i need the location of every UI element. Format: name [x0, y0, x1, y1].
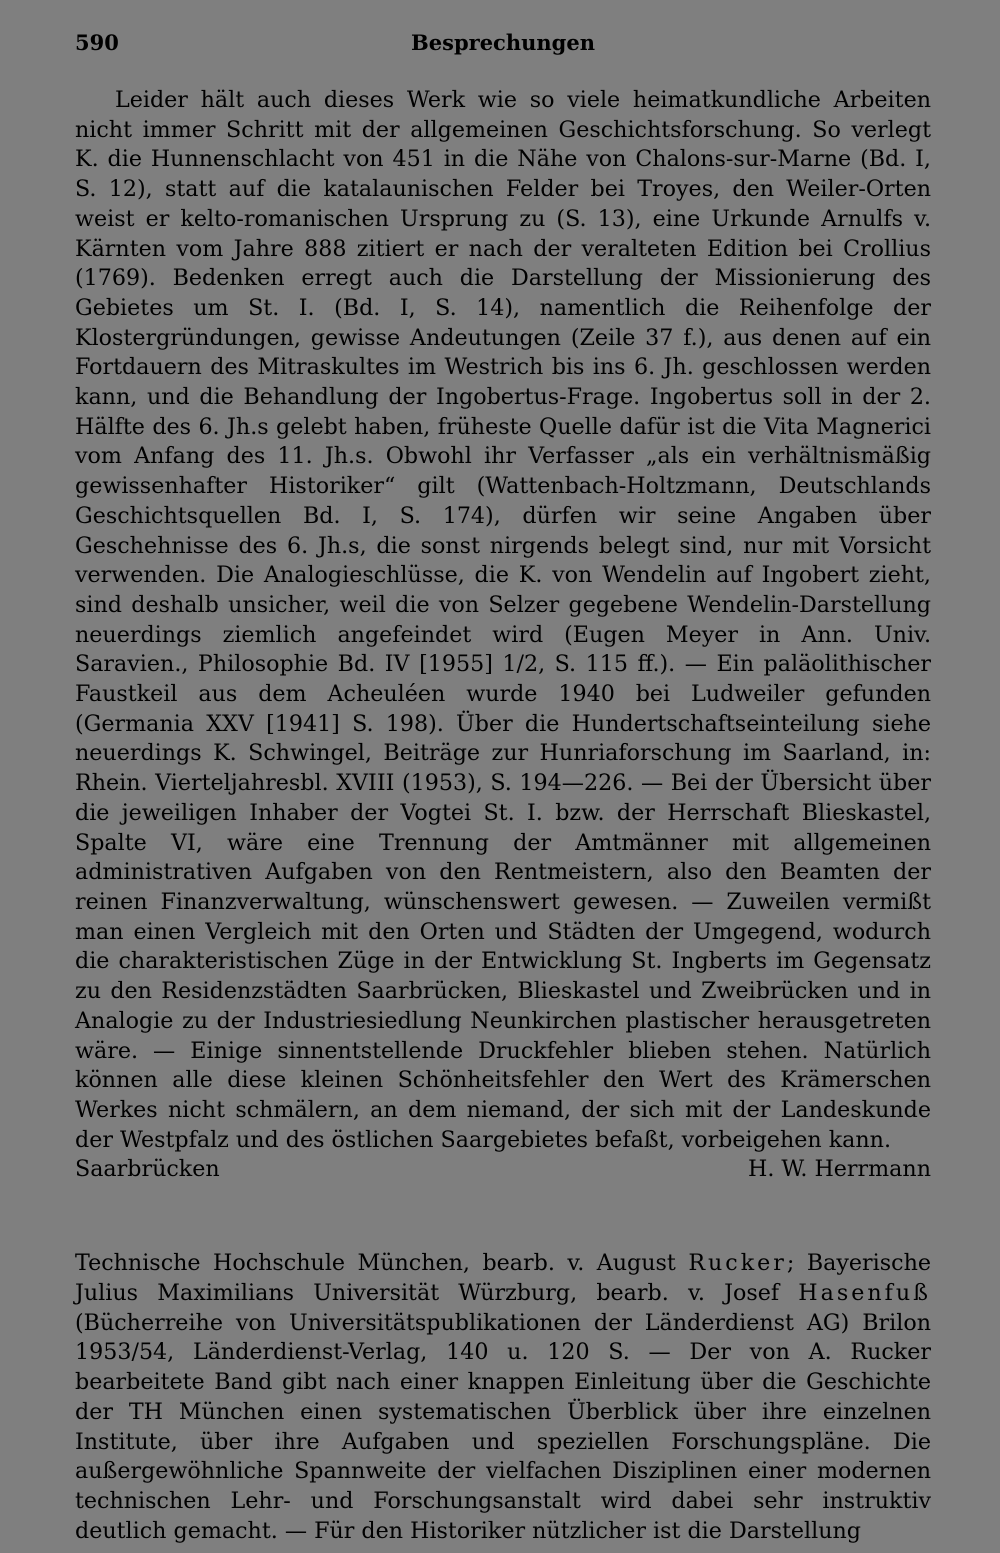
reviewer-name: H. W. Herrmann — [747, 1156, 931, 1183]
review-signature — [75, 1155, 931, 1185]
review-text-part: (Bücherreihe von Universitätspublikationen der Länderdienst AG) Brilon 1953/54, Länderdienst-Verlag, 140 u. 120 S. — Der von A. Rucker bearbeitete Band gibt nach einer knappen Einleitung über die Geschichte der TH München einen systematischen Überblick über ihre einzelnen Institute, über ihre Aufgaben und speziellen Forschungspläne. Die außergewöhnliche Spannweite der vielfachen Disziplinen einer modernen technischen Lehr- und Forschungsanstalt wird dabei sehr instruktiv deutlich gemacht. — Für den Historiker nützlicher ist die Darstellung — [75, 1309, 931, 1544]
page-header — [75, 26, 931, 60]
document-page — [75, 26, 931, 1546]
signature-place: Saarbrücken — [75, 1156, 220, 1183]
review-text-part: ; Bayerische Julius Maximilians Universität Würzburg, bearb. v. Josef — [75, 1250, 931, 1307]
review-paragraph: Leider hält auch dieses Werk wie so viele heimatkundliche Arbeiten nicht immer Schritt mit der allgemeinen Geschichtsforschung. So verlegt K. die Hunnenschlacht von 451 in die Nähe von Chalons-sur-Marne (Bd. I, S. 12), statt auf die katalaunischen Felder bei Troyes, den Weiler-Orten weist er kelto-romanischen Ursprung zu (S. 13), eine Urkunde Arnulfs v. Kärnten vom Jahre 888 zitiert er nach der veralteten Edition bei Crollius (1769). Bedenken erregt auch die Darstellung der Missionierung des Gebietes um St. I. (Bd. I, S. 14), namentlich die Reihenfolge der Klostergründungen, gewisse Andeutungen (Zeile 37 f.), aus denen auf ein Fortdauern des Mitraskultes im Westrich bis ins 6. Jh. geschlossen werden kann, und die Behandlung der Ingobertus-Frage. Ingobertus soll in der 2. Hälfte des 6. Jh.s gelebt haben, früheste Quelle dafür ist die Vita Magnerici vom Anfang des 11. Jh.s. Obwohl ihr Verfasser „als ein verhältnismäßig gewissenhafter Historiker“ gilt (Wattenbach-Holtzmann, Deutschlands Geschichtsquellen Bd. I, S. 174), dürfen wir seine Angaben über Geschehnisse des 6. Jh.s, die sonst nirgends belegt sind, nur mit Vorsicht verwenden. Die Analogieschlüsse, die K. von Wendelin auf Ingobert zieht, sind deshalb unsicher, weil die von Selzer gegebene Wendelin-Darstellung neuerdings ziemlich angefeindet wird (Eugen Meyer in Ann. Univ. Saravien., Philosophie Bd. IV [1955] 1/2, S. 115 ff.). — Ein paläolithischer Faustkeil aus dem Acheuléen wurde 1940 bei Ludweiler gefunden (Germania XXV [1941] S. 198). Über die Hundertschaftseinteilung siehe neuerdings K. Schwingel, Beiträge zur Hunriaforschung im Saarland, in: Rhein. Vierteljahresbl. XVIII (1953), S. 194—226. — Bei der Übersicht über die jeweiligen Inhaber der Vogtei St. I. bzw. der Herrschaft Blieskastel, Spalte VI, wäre eine Trennung der Amtmänner mit allgemeinen administrativen Aufgaben von den Rentmeistern, also den Beamten der reinen Finanzverwaltung, wünschenswert gewesen. — Zuweilen vermißt man einen Vergleich mit den Orten und Städten der Umgegend, wodurch die charakteristischen Züge in der Entwicklung St. Ingberts im Gegensatz zu den Residenzstädten Saarbrücken, Blieskastel und Zweibrücken und in Analogie zu der Industriesiedlung Neunkirchen plastischer herausgetreten wäre. — Einige sinnentstellende Druckfehler blieben stehen. Natürlich können alle diese kleinen Schönheitsfehler den Wert des Krämerschen Werkes nicht schmälern, an dem niemand, der sich mit der Landeskunde der Westpfalz und des östlichen Saargebietes befaßt, vorbeigehen kann. — [75, 87, 931, 1153]
second-review-paragraph — [75, 1249, 931, 1546]
editor-name: Hasenfuß — [798, 1280, 931, 1307]
editor-name: Rucker — [688, 1250, 787, 1277]
page-number: 590 — [75, 30, 119, 55]
running-head: Besprechungen — [411, 30, 595, 55]
review-text-part: Technische Hochschule München, bearb. v. August — [75, 1250, 689, 1277]
